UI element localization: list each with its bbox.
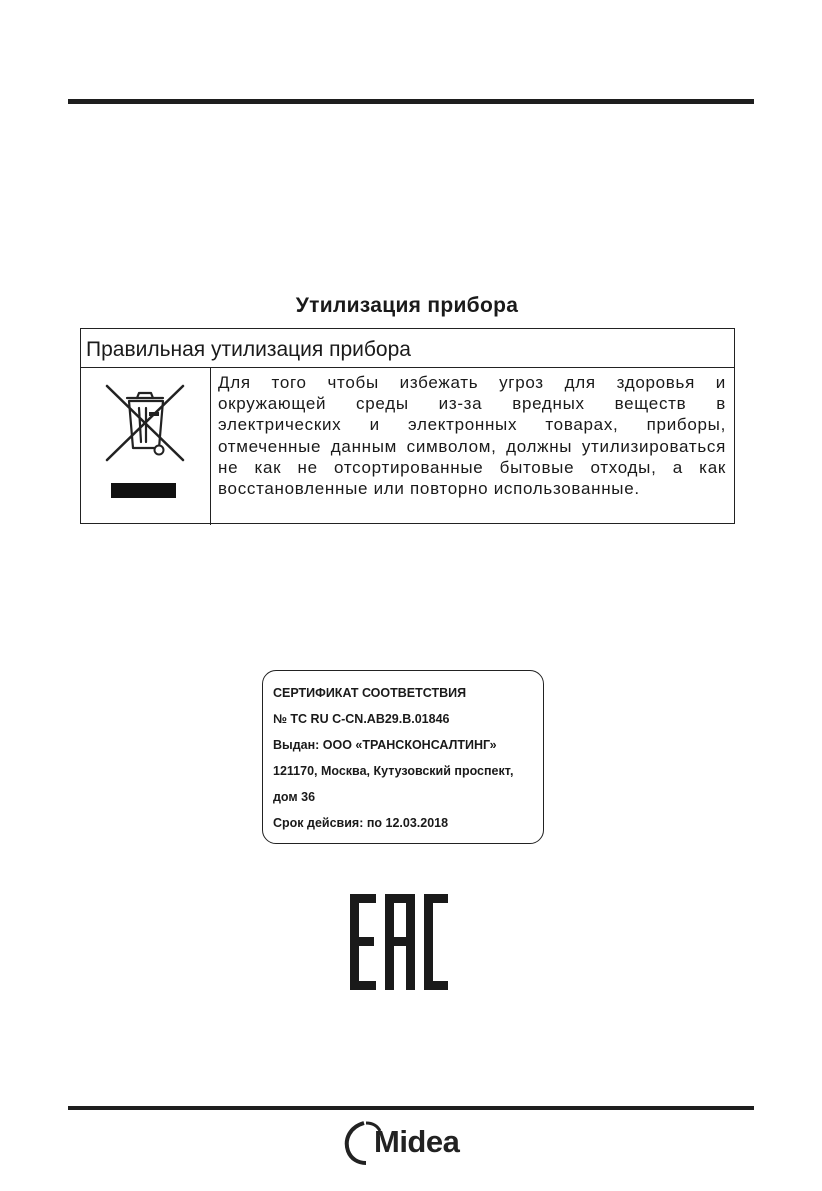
top-rule: [68, 99, 754, 104]
eac-mark-logo: [350, 892, 450, 996]
disposal-table: [80, 328, 735, 524]
certificate-title: СЕРТИФИКАТ СООТВЕТСТВИЯ: [273, 686, 467, 700]
disposal-bar-mark: [111, 483, 176, 498]
disposal-table-header: Правильная утилизация прибора: [81, 329, 734, 368]
certificate-address: 121170, Москва, Кутузовский проспект,: [273, 764, 514, 778]
certificate-issuer: Выдан: ООО «ТРАНСКОНСАЛТИНГ»: [273, 738, 497, 752]
disposal-description: Для того чтобы избежать угроз для здоровья и окружающей среды из-за вредных веществ в электрических и электронных товарах, приборы, отмеченные данным символом, должны утилизироваться не как не отсортированные бытовые отходы, а как восстановленные или повторно использованные.: [218, 373, 726, 499]
certificate-validity: Срок дейсвия: по 12.03.2018: [273, 816, 449, 830]
certificate-address-building: дом 36: [273, 790, 316, 804]
certificate-number: № TC RU C-CN.AB29.B.01846: [273, 712, 450, 726]
bottom-rule: [68, 1106, 754, 1110]
midea-logo-text: Midea: [374, 1124, 460, 1159]
disposal-icon-cell: [81, 368, 211, 525]
disposal-table-body: [81, 368, 734, 525]
table-bottom-rule: [80, 523, 734, 524]
crossed-out-wheelie-bin-icon: [101, 382, 189, 466]
certificate-box: [262, 670, 544, 844]
page-title: Утилизация прибора: [295, 294, 519, 317]
